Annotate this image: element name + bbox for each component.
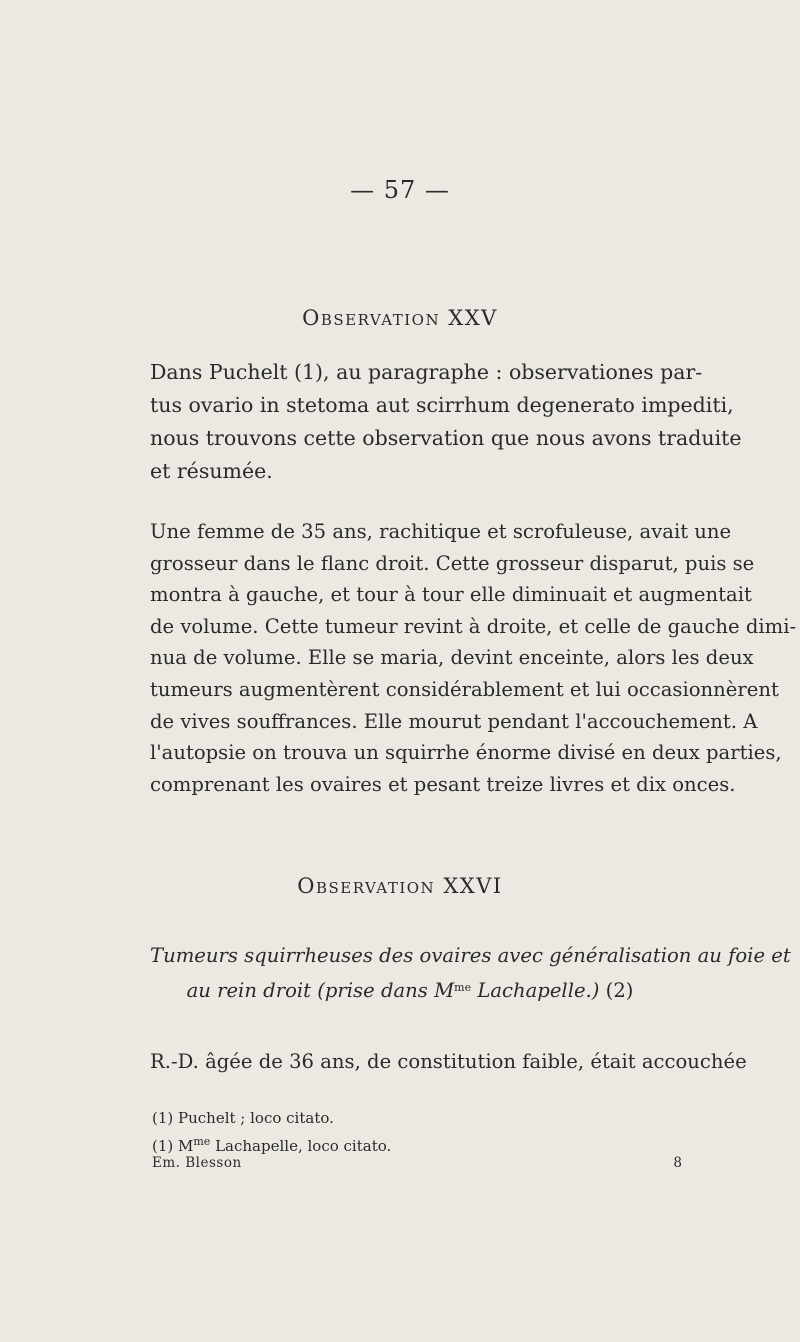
- text-line: nous trouvons cette observation que nous avons traduite: [150, 426, 742, 450]
- printer-name: Em. Blesson: [152, 1155, 242, 1171]
- subtitle-line: [150, 972, 680, 1007]
- superscript: me: [193, 1135, 211, 1148]
- observation-25-paragraph-2: [150, 516, 797, 800]
- text-line: Dans Puchelt (1), au paragraphe : observationes par-: [150, 360, 703, 384]
- text-line: montra à gauche, et tour à tour elle diminuait et augmentait: [150, 583, 752, 607]
- text-line: et résumée.: [150, 459, 273, 483]
- text-line: de volume. Cette tumeur revint à droite, et celle de gauche dimi-: [150, 614, 797, 638]
- footnotes: [152, 1107, 682, 1158]
- observation-25-paragraph-1: [150, 356, 742, 488]
- text-line: tus ovario in stetoma aut scirrhum degenerato impediti,: [150, 393, 734, 417]
- footnote-text: Lachapelle, loco citato.: [210, 1137, 392, 1155]
- subtitle-text: au rein droit (prise dans M: [186, 979, 455, 1002]
- text-line: l'autopsie on trouva un squirrhe énorme divisé en deux parties,: [150, 741, 782, 765]
- footnote-1: (1) Puchelt ; loco citato.: [152, 1109, 334, 1127]
- observation-25-heading: Observation XXV: [302, 306, 498, 330]
- observation-26-paragraph: R.-D. âgée de 36 ans, de constitution faible, était accouchée: [150, 1050, 747, 1073]
- text-line: nua de volume. Elle se maria, devint enceinte, alors les deux: [150, 646, 754, 670]
- observation-26-heading: Observation XXVI: [297, 874, 503, 898]
- text-line: tumeurs augmentèrent considérablement et lui occasionnèrent: [150, 677, 779, 701]
- text-line: Une femme de 35 ans, rachitique et scrofuleuse, avait une: [150, 520, 732, 543]
- footnote-text: (1) M: [152, 1137, 194, 1155]
- subtitle-text: Lachapelle.): [471, 979, 606, 1002]
- footnote-reference: (2): [605, 979, 634, 1002]
- sheet-number: 8: [673, 1155, 682, 1171]
- text-line: grosseur dans le flanc droit. Cette grosseur disparut, puis se: [150, 551, 755, 575]
- page-number: — 57 —: [350, 176, 450, 204]
- text-line: comprenant les ovaires et pesant treize livres et dix onces.: [150, 772, 736, 796]
- text-line: de vives souffrances. Elle mourut pendant l'accouchement. A: [150, 709, 758, 733]
- superscript: me: [454, 981, 472, 994]
- observation-26-subtitle: [150, 940, 791, 1007]
- subtitle-line: Tumeurs squirrheuses des ovaires avec généralisation au foie et: [150, 944, 791, 967]
